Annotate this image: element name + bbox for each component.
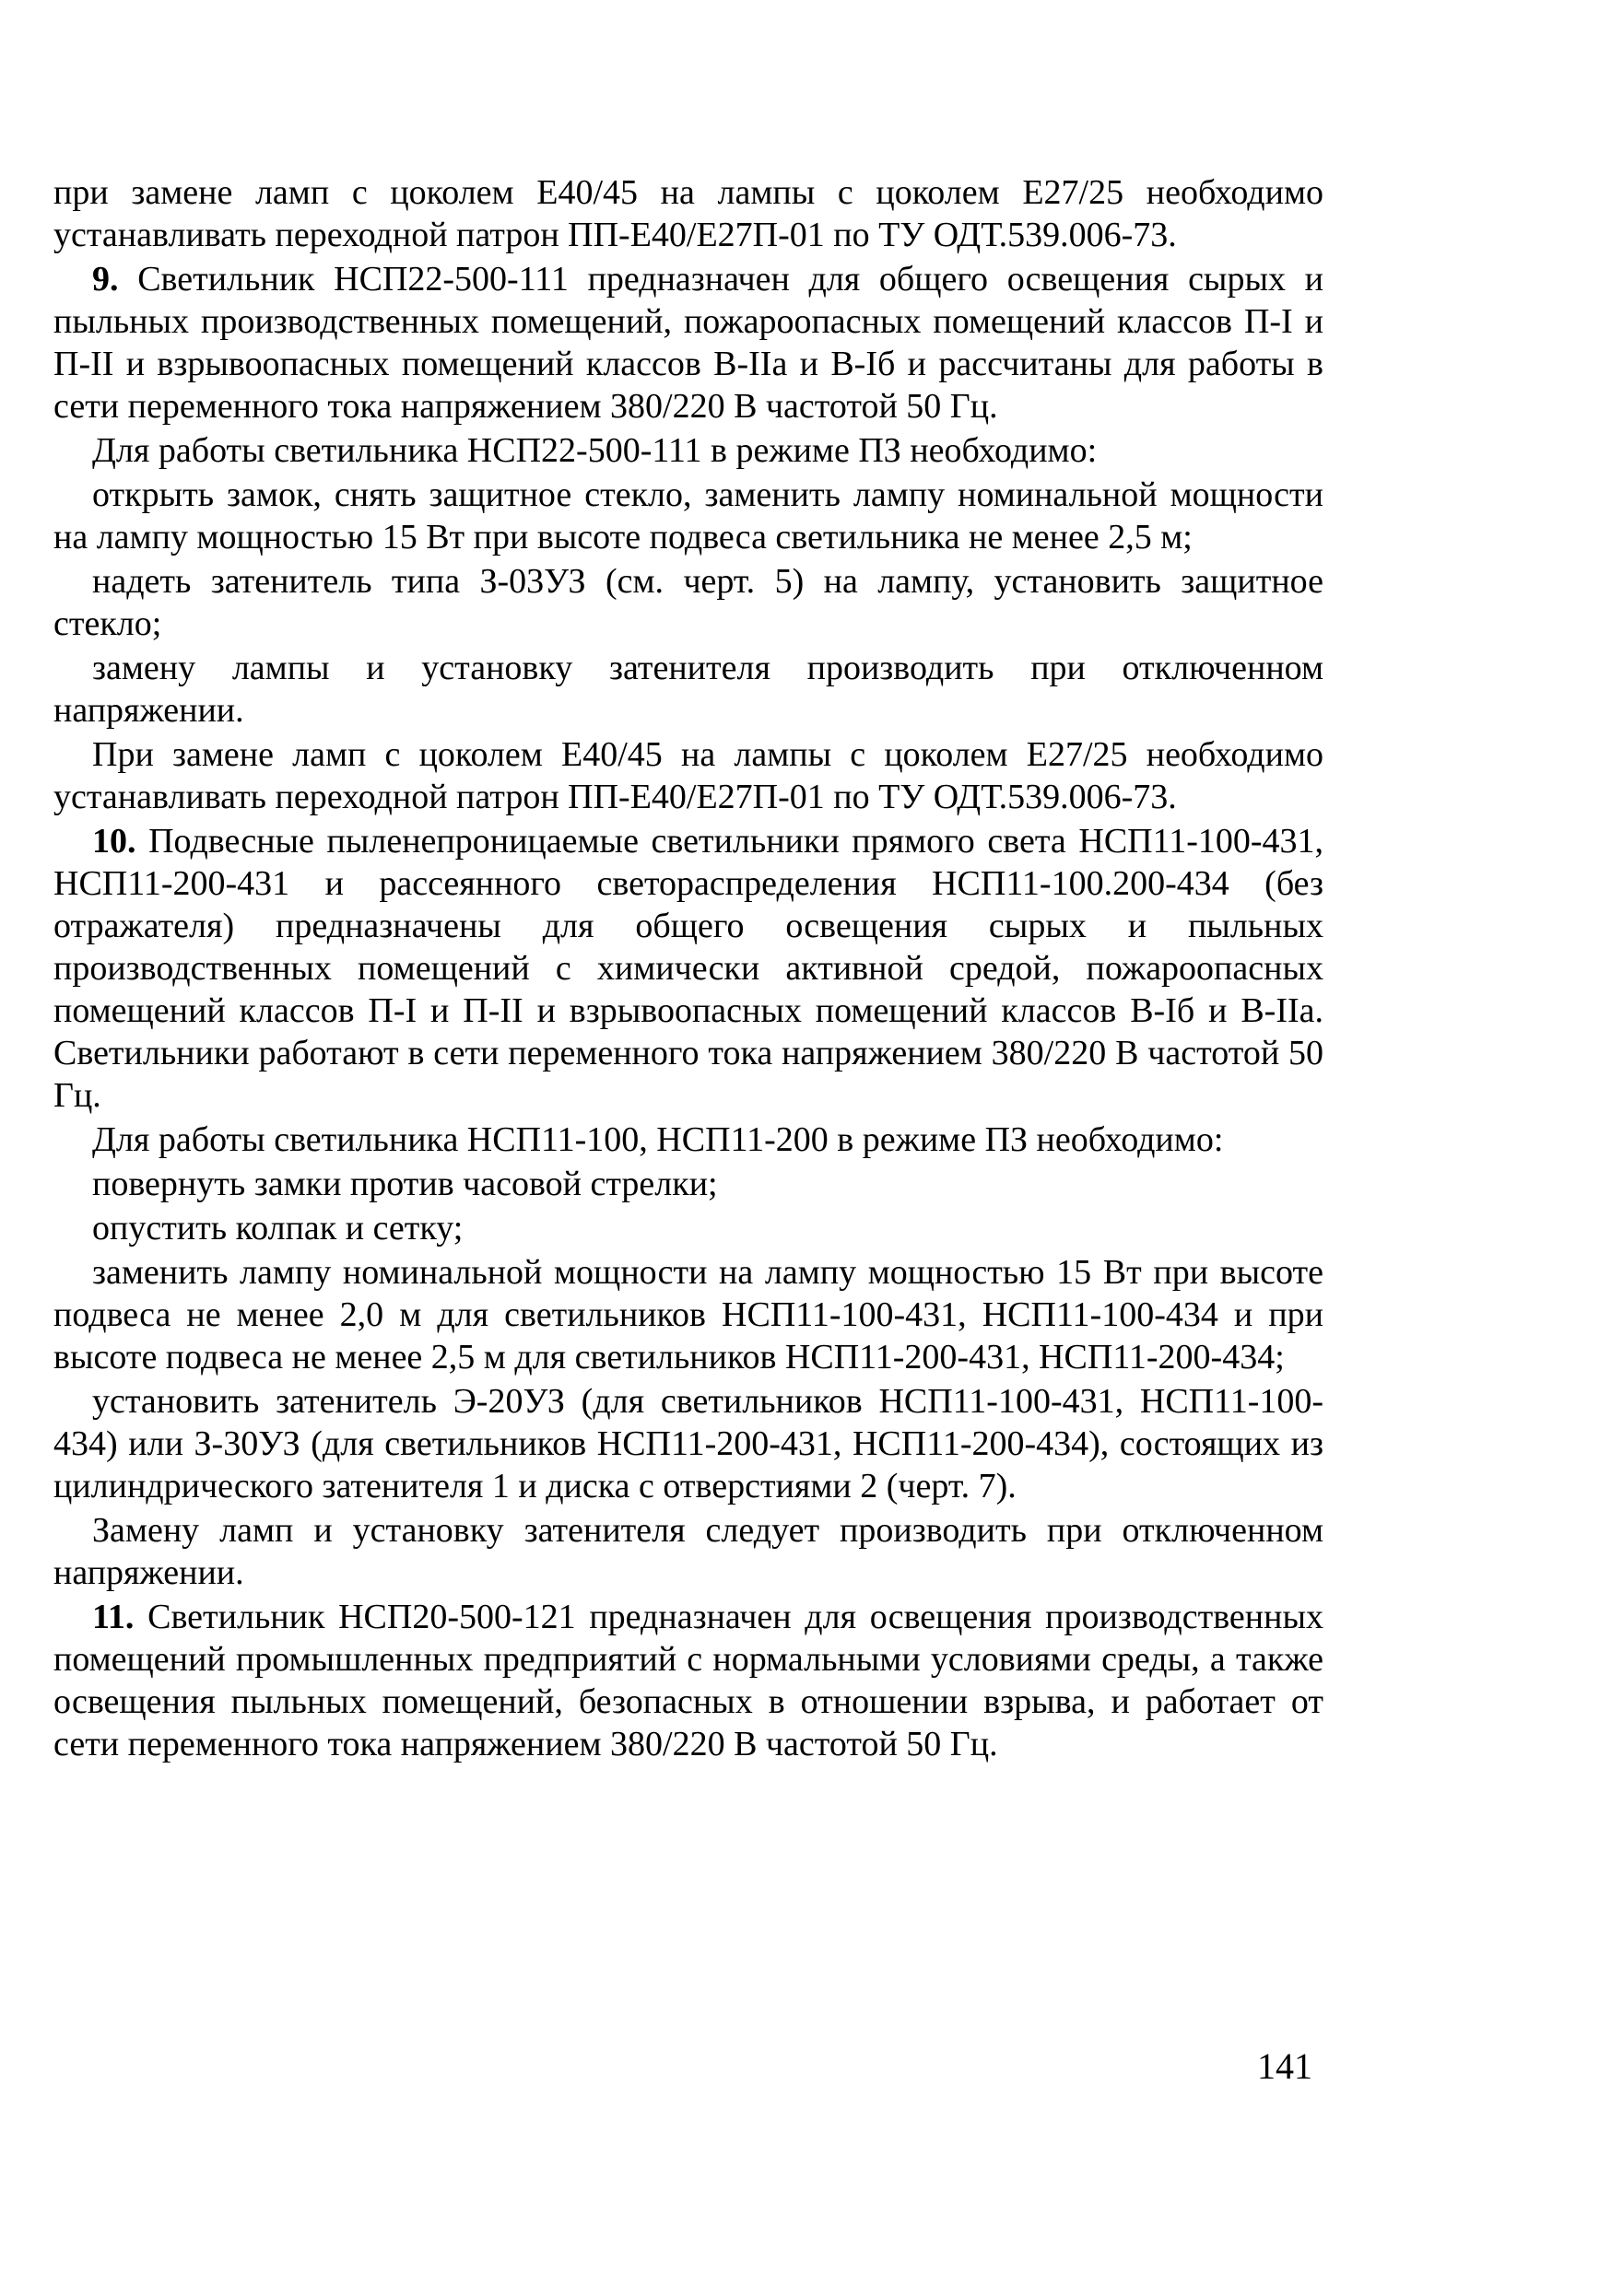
item-number: 9. xyxy=(92,260,119,299)
paragraph: повернуть замки против часовой стрелки; xyxy=(92,1165,718,1203)
paragraph: Замену ламп и установку затенителя следует производить при отключенном напряжении. xyxy=(53,1511,1323,1592)
paragraph: надеть затенитель типа З-03УЗ (см. черт. 5) на лампу, установить защитное стекло; xyxy=(53,562,1323,643)
paragraph: заменить лампу номинальной мощности на лампу мощностью 15 Вт при высоте подвеса не менее 2,0 м для светильников НСП11-100-431, НСП11-100-434 и при высоте подвеса не менее 2,5 м для светильников НСП11-200-431, НСП11-200-434; xyxy=(53,1253,1323,1376)
paragraph: При замене ламп с цоколем Е40/45 на лампы с цоколем Е27/25 необходимо устанавливать переходной патрон ПП-Е40/Е27П-01 по ТУ ОДТ.539.006-73. xyxy=(53,735,1323,816)
paragraph: Для работы светильника НСП22-500-111 в режиме ПЗ необходимо: xyxy=(92,431,1098,470)
page-number: 141 xyxy=(1257,2045,1312,2087)
body-text xyxy=(53,171,1323,1767)
paragraph: опустить колпак и сетку; xyxy=(92,1209,464,1248)
paragraph: установить затенитель Э-20УЗ (для светильников НСП11-100-431, НСП11-100-434) или З-30УЗ (для светильников НСП11-200-431, НСП11-200-434), состоящих из цилиндрического затенителя 1 и диска с отверстиями 2 (черт. 7). xyxy=(53,1382,1323,1505)
paragraph: Для работы светильника НСП11-100, НСП11-200 в режиме ПЗ необходимо: xyxy=(92,1120,1224,1159)
paragraph-item-9: 9. Светильник НСП22-500-111 предназначен для общего освещения сырых и пыльных производственных помещений, пожароопасных помещений классов П-I и П-II и взрывоопасных помещений классов В-IIа и В-Iб и рассчитаны для работы в сети переменного тока напряжением 380/220 В частотой 50 Гц. xyxy=(53,260,1324,426)
item-number: 11. xyxy=(92,1598,135,1636)
paragraph-item-10: 10. Подвесные пыленепроницаемые светильники прямого света НСП11-100-431, НСП11-200-431 и рассеянного светораспределения НСП11-100.200-434 (без отражателя) предназначены для общего освещения сырых и пыльных производственных помещений с химически активной средой, пожароопасных помещений классов П-I и П-II и взрывоопасных помещений классов В-Iб и В-IIа. Светильники работают в сети переменного тока напряжением 380/220 В частотой 50 Гц. xyxy=(53,822,1323,1115)
paragraph-item-11: 11. Светильник НСП20-500-121 предназначен для освещения производственных помещений промышленных предприятий с нормальными условиями среды, а также освещения пыльных помещений, безопасных в отношении взрыва, и работает от сети переменного тока напряжением 380/220 В частотой 50 Гц. xyxy=(53,1598,1323,1763)
paragraph: при замене ламп с цоколем Е40/45 на лампы с цоколем Е27/25 необходимо устанавливать переходной патрон ПП-Е40/Е27П-01 по ТУ ОДТ.539.006-73. xyxy=(53,173,1323,254)
paragraph: открыть замок, снять защитное стекло, заменить лампу номинальной мощности на лампу мощностью 15 Вт при высоте подвеса светильника не менее 2,5 м; xyxy=(53,475,1323,556)
paragraph: замену лампы и установку затенителя производить при отключенном напряжении. xyxy=(53,649,1323,730)
item-number: 10. xyxy=(92,822,136,861)
